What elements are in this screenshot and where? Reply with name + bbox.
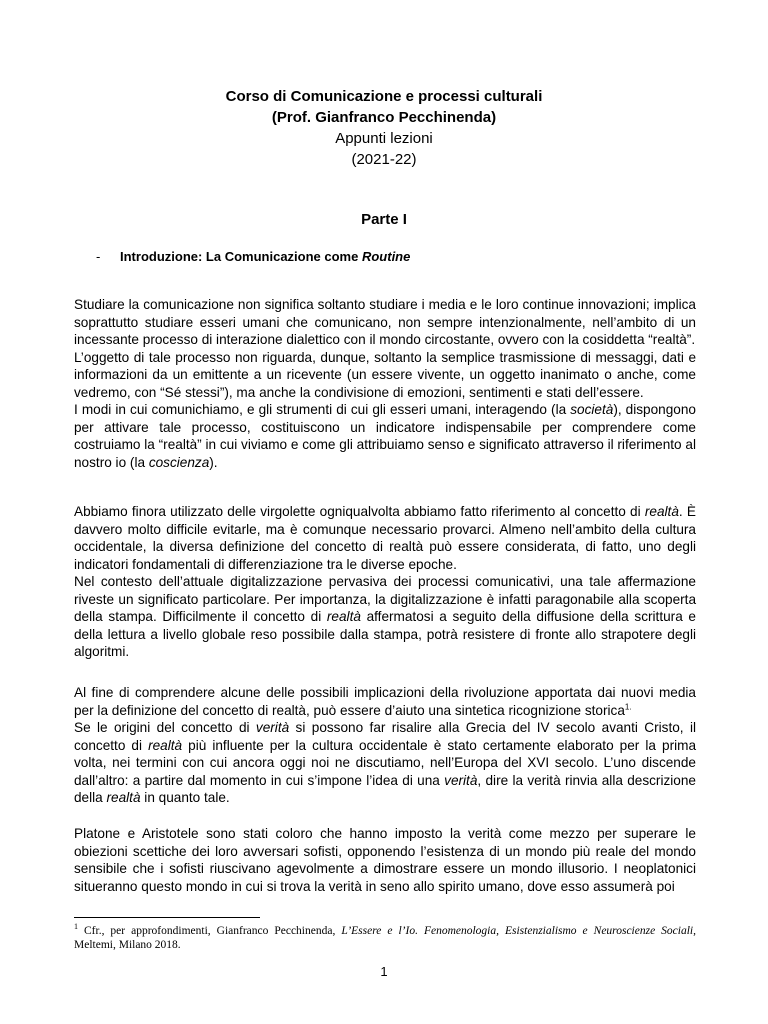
text-run: Abbiamo finora utilizzato delle virgolette ogniqualvolta abbiamo fatto riferimento al concetto di xyxy=(74,504,645,519)
section-heading-italic: Routine xyxy=(361,249,411,264)
paragraph-4 xyxy=(74,503,696,573)
notes-label: Appunti lezioni xyxy=(335,130,433,147)
text-run: I modi in cui comunichiamo, e gli strumenti di cui gli esseri umani, interagendo (la xyxy=(74,402,571,417)
text-run: Nel contesto dell’attuale digitalizzazione pervasiva dei processi comunicativi, una tale affermazione riveste un significato particolare. Per importanza, la digitalizzazione è infatti paragonabile alla scoperta della stampa. Difficilmente il concetto di xyxy=(74,574,696,624)
page-number: 1 xyxy=(380,964,388,979)
document-title-block xyxy=(0,86,768,170)
paragraph-6 xyxy=(74,684,696,719)
part-heading: Parte I xyxy=(361,211,407,228)
body-text-block-4 xyxy=(74,825,696,895)
footnote-ref[interactable]: 1. xyxy=(624,701,632,711)
italic-run: realtà xyxy=(106,790,141,805)
paragraph-5 xyxy=(74,573,696,661)
body-text-block-2 xyxy=(74,503,696,661)
text-run: più influente per la cultura occidentale è stato certamente elaborato per la prima volta, nei termini con cui ancora oggi noi ne discutiamo, nell’Europa del XVI secolo. L’uno discende dall’altro: a partire dal momento in cui s’impone l’idea di una xyxy=(74,737,696,788)
academic-year: (2021-22) xyxy=(351,151,417,168)
paragraph-2: L’oggetto di tale processo non riguarda, dunque, soltanto la semplice trasmissione di messaggi, dati e informazioni da un emittente a un ricevente (un essere vivente, un oggetto inanimato o anche, come vedremo, con “Sé stessi”), ma anche la condivisione di emozioni, sentimenti e stati dell’essere. xyxy=(74,349,696,400)
footnote-number: 1 xyxy=(74,922,78,932)
body-text-block-3 xyxy=(74,684,696,807)
paragraph-8: Platone e Aristotele sono stati coloro che hanno imposto la verità come mezzo per superare le obiezioni scettiche dei loro avversari sofisti, opponendo l’esistenza di un mondo più reale del mondo sensibile che i sofisti riuscivano agevolmente a dimostrare essere un mondo illusorio. I neoplatonici situeranno questo mondo in cui si trova la verità in seno allo spirito umano, dove esso assumerà poi xyxy=(74,826,696,894)
text-run: Al fine di comprendere alcune delle possibili implicazioni della rivoluzione apportata dai nuovi media per la definizione del concetto di realtà, può essere d’aiuto una sintetica ricognizione storica xyxy=(74,685,696,718)
italic-run: coscienza xyxy=(148,454,210,470)
footnote-divider xyxy=(74,917,260,918)
text-run: ), dispongono per attivare tale processo, costituiscono un indicatore indispensabile per comprendere come costruiamo la “realtà” in cui viviamo e come gli attribuiamo senso e significato attraverso il riferimento al nostro io (la xyxy=(74,402,696,470)
course-title: Corso di Comunicazione e processi culturali xyxy=(225,88,543,105)
italic-run: realtà xyxy=(644,504,679,519)
section-heading xyxy=(96,249,410,264)
italic-run: realtà xyxy=(326,609,361,624)
paragraph-7 xyxy=(74,719,696,807)
text-run: ). xyxy=(209,454,218,470)
italic-run: verità xyxy=(255,720,290,735)
paragraph-3 xyxy=(74,401,696,471)
text-run: affermatosi a seguito della diffusione della scrittura e della lettura a livello globale reso possibile dalla stampa, potrà resistere di fronte allo strapotere degli algoritmi. xyxy=(74,609,696,659)
professor-name: (Prof. Gianfranco Pecchinenda) xyxy=(271,109,497,126)
section-heading-label: Introduzione: La Comunicazione come xyxy=(120,249,362,264)
text-run: , dire la verità rinvia alla descrizione della xyxy=(74,772,696,805)
text-run: . È davvero molto difficile evitarle, ma è comunque necessario provarci. Almeno nell’ambito della cultura occidentale, la diversa definizione del concetto di realtà può essere considerata, di fatto, uno degli indicatori fondamentali di differenziazione tra le diverse epoche. xyxy=(74,504,696,572)
footnote xyxy=(74,924,696,952)
body-text-block-1 xyxy=(74,296,696,471)
italic-run: verità xyxy=(444,772,478,788)
text-run: si possono far risalire alla Grecia del IV secolo avanti Cristo, il concetto di xyxy=(74,720,696,753)
italic-run: L’Essere e l’Io. Fenomenologia, Esistenzialismo e Neuroscienze Sociali xyxy=(341,925,694,937)
list-dash: - xyxy=(96,249,101,264)
text-run: in quanto tale. xyxy=(140,790,230,805)
italic-run: realtà xyxy=(148,737,183,753)
text-run: Cfr., per approfondimenti, Gianfranco Pecchinenda, xyxy=(78,925,342,937)
text-run: Se le origini del concetto di xyxy=(74,720,256,735)
text-run: , Meltemi, Milano 2018. xyxy=(74,925,696,951)
italic-run: società xyxy=(570,402,614,417)
paragraph-1: Studiare la comunicazione non significa soltanto studiare i media e le loro continue innovazioni; implica soprattutto studiare esseri umani che comunicano, non sempre intenzionalmente, nell’ambito di un incessante processo di interazione dialettico con il mondo circostante, ovvero con la cosiddetta “realtà”. xyxy=(74,297,696,347)
